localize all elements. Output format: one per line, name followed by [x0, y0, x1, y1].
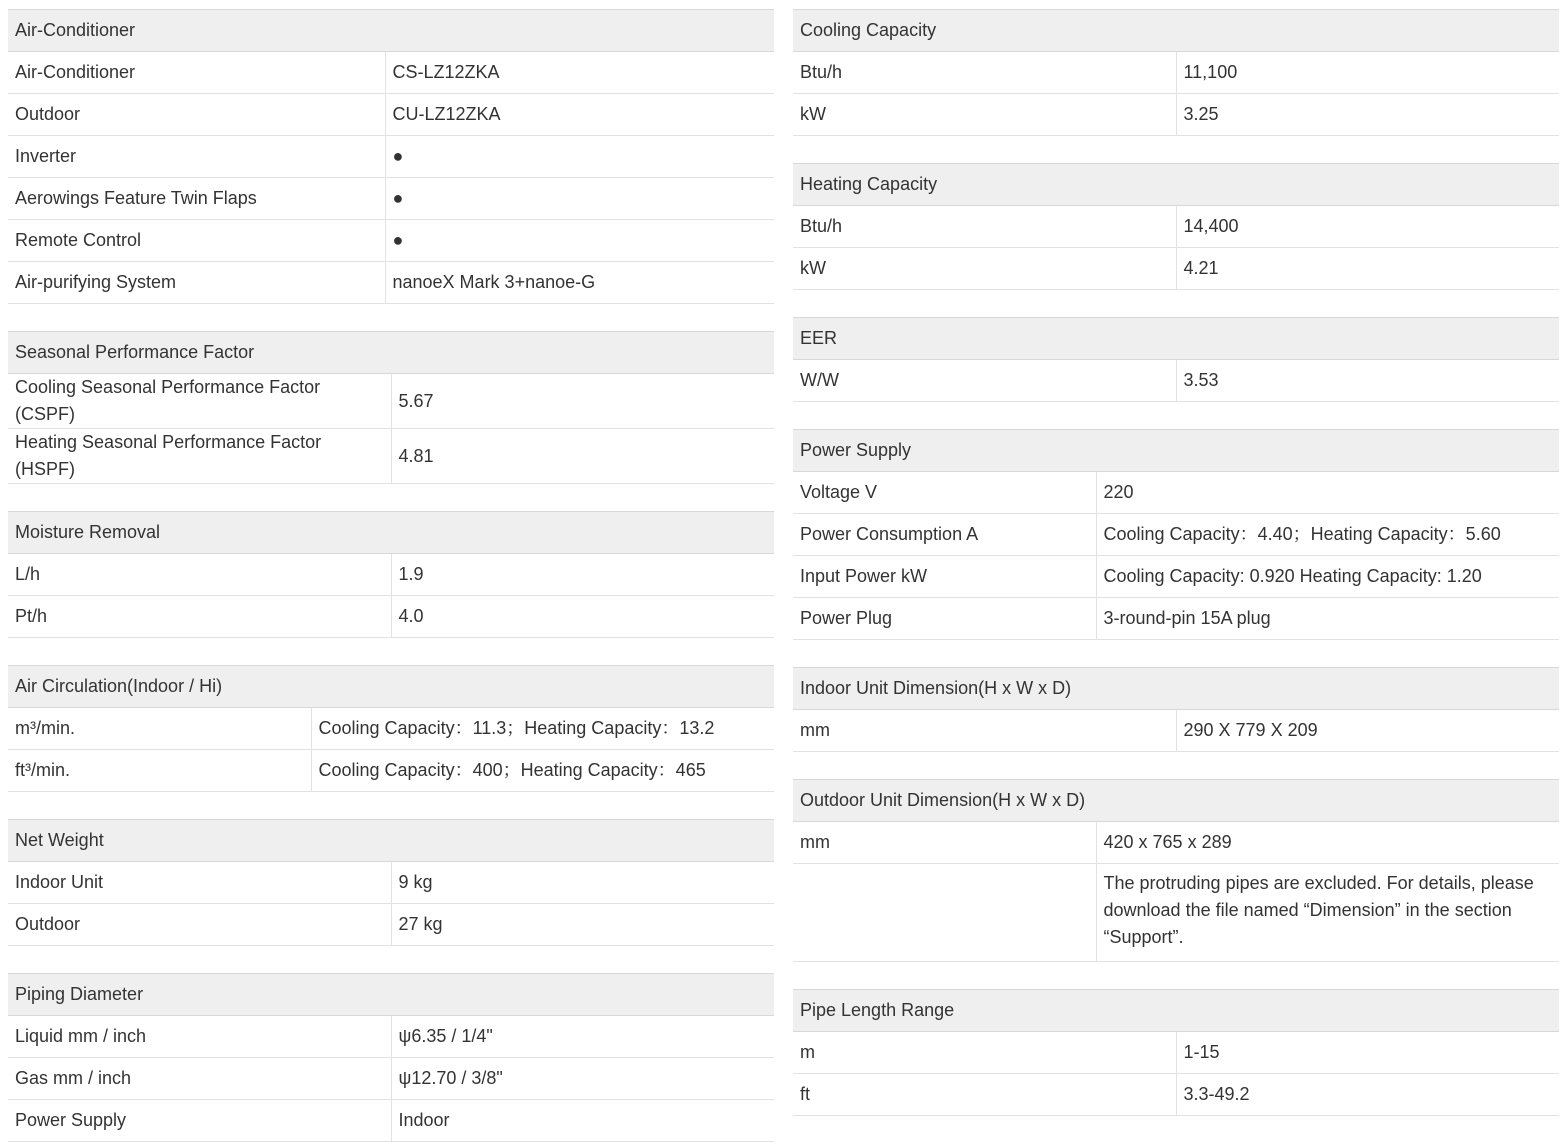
table-row	[8, 429, 774, 484]
section-title: Pipe Length Range	[793, 990, 1559, 1032]
spec-value: ●	[385, 178, 774, 220]
table-row	[793, 864, 1559, 962]
section-spacer	[8, 638, 774, 665]
table-row	[793, 472, 1559, 514]
section-header-row	[793, 10, 1559, 52]
spec-label: mm	[793, 710, 1176, 752]
spec-label: Indoor Unit	[8, 862, 391, 904]
spec-table-seasonal-performance-factor	[8, 331, 774, 484]
spec-label: Air-Conditioner	[8, 52, 385, 94]
spec-value: 290 X 779 X 209	[1176, 710, 1559, 752]
section-header-row	[793, 430, 1559, 472]
spec-table-moisture-removal	[8, 511, 774, 638]
spec-value: 1-15	[1176, 1032, 1559, 1074]
spec-label: Btu/h	[793, 52, 1176, 94]
spec-table-power-supply	[793, 429, 1559, 640]
section-header-row	[793, 780, 1559, 822]
section-header-row	[793, 990, 1559, 1032]
spec-label: Pt/h	[8, 596, 391, 638]
section-spacer	[793, 640, 1559, 667]
spec-label: kW	[793, 94, 1176, 136]
spec-label: Heating Seasonal Performance Factor (HSPF)	[8, 429, 391, 484]
section-header-row	[8, 512, 774, 554]
spec-value: 3.3-49.2	[1176, 1074, 1559, 1116]
spec-label: Gas mm / inch	[8, 1058, 391, 1100]
table-row	[8, 374, 774, 429]
spec-label: Liquid mm / inch	[8, 1016, 391, 1058]
section-title: Moisture Removal	[8, 512, 774, 554]
section-spacer	[793, 290, 1559, 317]
section-title: Seasonal Performance Factor	[8, 332, 774, 374]
section-header-row	[793, 668, 1559, 710]
spec-value: 27 kg	[391, 904, 774, 946]
spec-value: Cooling Capacity：4.40；Heating Capacity：5.60	[1096, 514, 1559, 556]
table-row	[8, 262, 774, 304]
spec-value: Indoor	[391, 1100, 774, 1142]
spec-value: ψ6.35 / 1/4"	[391, 1016, 774, 1058]
table-row	[793, 52, 1559, 94]
spec-table-net-weight	[8, 819, 774, 946]
table-row	[8, 554, 774, 596]
section-title: Net Weight	[8, 820, 774, 862]
spec-label: Outdoor	[8, 94, 385, 136]
left-spec-column	[8, 9, 774, 1142]
section-header-row	[8, 332, 774, 374]
table-row	[8, 708, 774, 750]
table-row	[793, 710, 1559, 752]
spec-label: Outdoor	[8, 904, 391, 946]
section-spacer	[8, 792, 774, 819]
spec-label: ft	[793, 1074, 1176, 1116]
spec-value: 4.21	[1176, 248, 1559, 290]
spec-value: 220	[1096, 472, 1559, 514]
spec-value: ●	[385, 136, 774, 178]
spec-value: 4.81	[391, 429, 774, 484]
table-row	[8, 1058, 774, 1100]
spec-value: 11,100	[1176, 52, 1559, 94]
spec-value: 3-round-pin 15A plug	[1096, 598, 1559, 640]
section-title: Power Supply	[793, 430, 1559, 472]
spec-value: CS-LZ12ZKA	[385, 52, 774, 94]
table-row	[793, 94, 1559, 136]
table-row	[793, 1074, 1559, 1116]
spec-table-heating-capacity	[793, 163, 1559, 290]
table-row	[8, 596, 774, 638]
spec-label: Power Supply	[8, 1100, 391, 1142]
section-spacer	[793, 136, 1559, 163]
spec-label: Input Power kW	[793, 556, 1096, 598]
section-title: Air-Conditioner	[8, 10, 774, 52]
section-spacer	[793, 962, 1559, 989]
spec-table-outdoor-unit-dimension-h-x-w-x-d	[793, 779, 1559, 962]
section-spacer	[8, 946, 774, 973]
spec-label: Power Plug	[793, 598, 1096, 640]
spec-table-indoor-unit-dimension-h-x-w-x-d	[793, 667, 1559, 752]
spec-label: Btu/h	[793, 206, 1176, 248]
spec-table-pipe-length-range	[793, 989, 1559, 1116]
section-spacer	[793, 752, 1559, 779]
table-row	[8, 52, 774, 94]
spec-value: Cooling Capacity：11.3；Heating Capacity：13.2	[311, 708, 774, 750]
table-row	[8, 1016, 774, 1058]
spec-label: Voltage V	[793, 472, 1096, 514]
section-spacer	[793, 402, 1559, 429]
spec-label: ft³/min.	[8, 750, 311, 792]
spec-table-eer	[793, 317, 1559, 402]
spec-label: Aerowings Feature Twin Flaps	[8, 178, 385, 220]
spec-label: kW	[793, 248, 1176, 290]
spec-label: Power Consumption A	[793, 514, 1096, 556]
spec-label: m	[793, 1032, 1176, 1074]
table-row	[793, 822, 1559, 864]
spec-value: The protruding pipes are excluded. For details, please download the file named “Dimension” in the section “Support”.	[1096, 864, 1559, 962]
table-row	[793, 514, 1559, 556]
right-spec-column	[793, 9, 1559, 1116]
table-row	[8, 1100, 774, 1142]
spec-value: nanoeX Mark 3+nanoe-G	[385, 262, 774, 304]
section-header-row	[793, 318, 1559, 360]
table-row	[8, 136, 774, 178]
section-spacer	[8, 304, 774, 331]
section-title: Indoor Unit Dimension(H x W x D)	[793, 668, 1559, 710]
spec-label: Inverter	[8, 136, 385, 178]
spec-value: 14,400	[1176, 206, 1559, 248]
spec-label: Air-purifying System	[8, 262, 385, 304]
spec-label: L/h	[8, 554, 391, 596]
spec-value: 3.25	[1176, 94, 1559, 136]
section-title: Cooling Capacity	[793, 10, 1559, 52]
spec-label: W/W	[793, 360, 1176, 402]
spec-table-air-conditioner	[8, 9, 774, 304]
spec-label: Cooling Seasonal Performance Factor (CSPF)	[8, 374, 391, 429]
spec-value: 3.53	[1176, 360, 1559, 402]
section-title: Outdoor Unit Dimension(H x W x D)	[793, 780, 1559, 822]
table-row	[793, 598, 1559, 640]
spec-label: mm	[793, 822, 1096, 864]
table-row	[8, 94, 774, 136]
spec-value: Cooling Capacity: 0.920 Heating Capacity: 1.20	[1096, 556, 1559, 598]
table-row	[793, 1032, 1559, 1074]
spec-table-cooling-capacity	[793, 9, 1559, 136]
section-header-row	[793, 164, 1559, 206]
table-row	[8, 862, 774, 904]
spec-value: Cooling Capacity：400；Heating Capacity：465	[311, 750, 774, 792]
table-row	[8, 904, 774, 946]
spec-value: CU-LZ12ZKA	[385, 94, 774, 136]
table-row	[793, 248, 1559, 290]
section-header-row	[8, 974, 774, 1016]
table-row	[8, 220, 774, 262]
section-title: Piping Diameter	[8, 974, 774, 1016]
spec-table-piping-diameter	[8, 973, 774, 1142]
table-row	[8, 750, 774, 792]
spec-label: Remote Control	[8, 220, 385, 262]
spec-table-air-circulation-indoor-hi	[8, 665, 774, 792]
section-title: Heating Capacity	[793, 164, 1559, 206]
spec-label	[793, 864, 1096, 962]
section-title: Air Circulation(Indoor / Hi)	[8, 666, 774, 708]
table-row	[8, 178, 774, 220]
spec-value: 9 kg	[391, 862, 774, 904]
spec-value: 420 x 765 x 289	[1096, 822, 1559, 864]
spec-value: ψ12.70 / 3/8"	[391, 1058, 774, 1100]
section-header-row	[8, 820, 774, 862]
spec-value: 1.9	[391, 554, 774, 596]
table-row	[793, 556, 1559, 598]
table-row	[793, 206, 1559, 248]
section-spacer	[8, 484, 774, 511]
section-header-row	[8, 666, 774, 708]
section-title: EER	[793, 318, 1559, 360]
spec-label: m³/min.	[8, 708, 311, 750]
section-header-row	[8, 10, 774, 52]
spec-value: 5.67	[391, 374, 774, 429]
table-row	[793, 360, 1559, 402]
spec-value: ●	[385, 220, 774, 262]
spec-value: 4.0	[391, 596, 774, 638]
